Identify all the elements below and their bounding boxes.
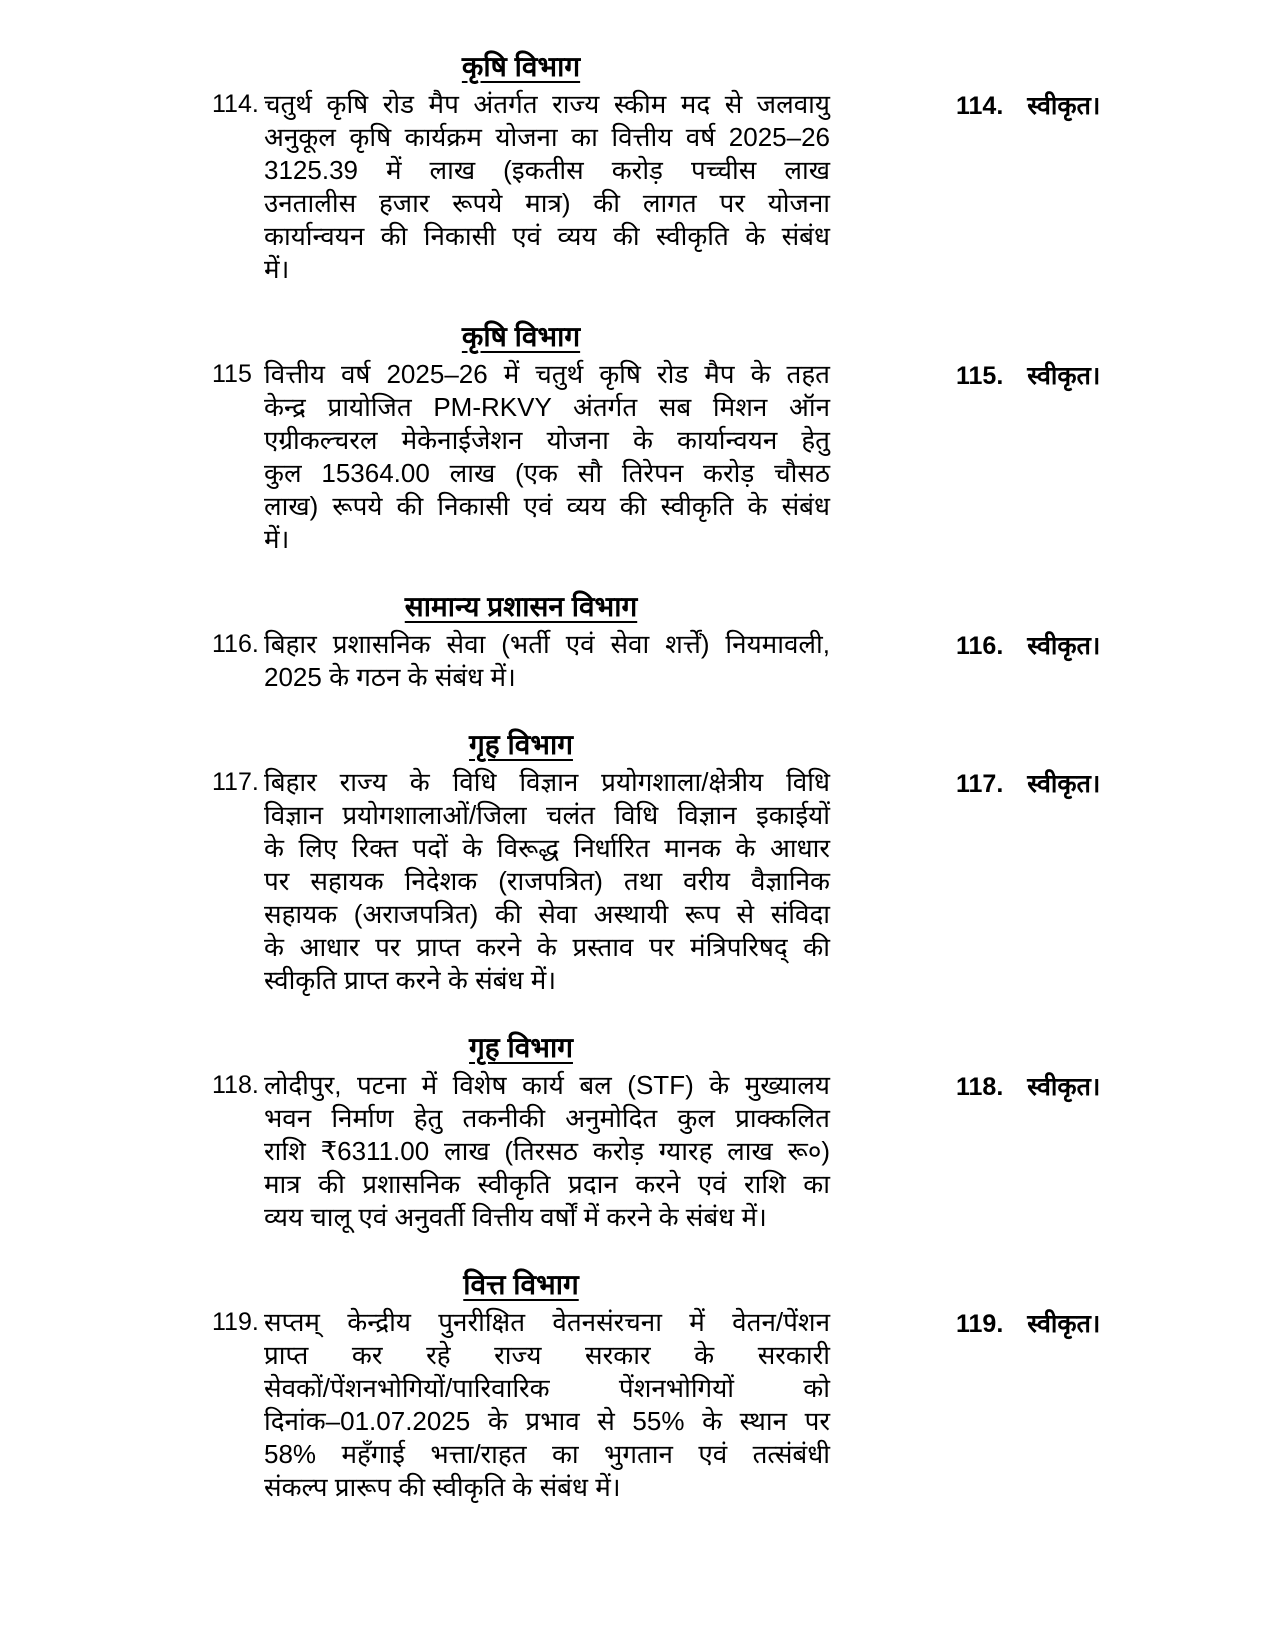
item-number: 118.: [212, 1071, 259, 1099]
item-text-line: कार्यान्वयन की निकासी एवं व्यय की स्वीकृति के संबंध: [264, 221, 830, 251]
decision-column: [956, 50, 1100, 123]
item-text-line: के लिए रिक्त पदों के विरूद्ध निर्धारित मानक के आधार: [264, 833, 830, 863]
item-text-line: में।: [264, 524, 290, 554]
decision-status: स्वीकृत।: [1027, 1310, 1101, 1338]
item-text-line: सहायक (अराजपत्रित) की सेवा अस्थायी रूप से संविदा: [264, 899, 830, 929]
agenda-left-column: [212, 50, 830, 286]
department-heading-text: गृह विभाग: [469, 729, 573, 760]
item-text-line: 2025 के गठन के संबंध में।: [264, 662, 516, 692]
item-text: [264, 628, 830, 694]
item-text-line: अनुकूल कृषि कार्यक्रम योजना का वित्तीय वर्ष 2025–26: [264, 122, 830, 152]
page-content: [212, 50, 1172, 1538]
item-number: 116.: [212, 630, 259, 658]
department-heading-text: कृषि विभाग: [461, 321, 581, 352]
decision-status: स्वीकृत।: [1027, 1073, 1101, 1101]
item-text-line: राशि ₹6311.00 लाख (तिरसठ करोड़ ग्यारह लाख रू०): [264, 1136, 830, 1166]
item-text-line: बिहार राज्य के विधि विज्ञान प्रयोगशाला/क्षेत्रीय विधि: [264, 767, 830, 797]
agenda-left-column: [212, 320, 830, 556]
decision-column: [956, 320, 1100, 393]
item-text-line: 58% महँगाई भत्ता/राहत का भुगतान एवं तत्संबंधी: [264, 1439, 830, 1469]
item-text-line: संकल्प प्रारूप की स्वीकृति के संबंध में।: [264, 1472, 621, 1502]
department-heading: [212, 320, 830, 354]
item-number: 119.: [212, 1308, 259, 1336]
decision-column: [956, 1031, 1100, 1104]
agenda-section-114: [212, 50, 1172, 286]
item-text: [264, 358, 830, 556]
agenda-section-115: [212, 320, 1172, 556]
department-heading-text: गृह विभाग: [469, 1032, 573, 1063]
department-heading: [212, 50, 830, 84]
item-text-line: चतुर्थ कृषि रोड मैप अंतर्गत राज्य स्कीम मद से जलवायु: [264, 89, 830, 119]
item-text-line: लाख) रूपये की निकासी एवं व्यय की स्वीकृति के संबंध: [264, 491, 830, 521]
decision-status: स्वीकृत।: [1027, 632, 1101, 660]
agenda-section-116: [212, 590, 1172, 694]
department-heading: [212, 728, 830, 762]
agenda-left-column: [212, 1031, 830, 1234]
item-text-line: एग्रीकल्चरल मेकेनाईजेशन योजना के कार्यान्वयन हेतु: [264, 425, 830, 455]
decision-number: 115.: [956, 362, 1004, 390]
agenda-left-column: [212, 1268, 830, 1504]
item-text: [264, 1306, 830, 1504]
decision-number: 117.: [956, 770, 1004, 798]
decision-status: स्वीकृत।: [1027, 770, 1101, 798]
item-text-line: मात्र की प्रशासनिक स्वीकृति प्रदान करने एवं राशि का: [264, 1169, 830, 1199]
decision-status: स्वीकृत।: [1027, 92, 1101, 120]
item-text-line: पर सहायक निदेशक (राजपत्रित) तथा वरीय वैज्ञानिक: [264, 866, 830, 896]
item-text: [264, 766, 830, 997]
item-text-line: 3125.39 में लाख (इकतीस करोड़ पच्चीस लाख: [264, 155, 830, 185]
agenda-section-118: [212, 1031, 1172, 1234]
agenda-section-117: [212, 728, 1172, 997]
department-heading: [212, 1268, 830, 1302]
item-text-line: भवन निर्माण हेतु तकनीकी अनुमोदित कुल प्राक्कलित: [264, 1103, 830, 1133]
agenda-item: [212, 1306, 830, 1504]
agenda-item: [212, 1069, 830, 1234]
agenda-left-column: [212, 728, 830, 997]
agenda-item: [212, 358, 830, 556]
department-heading-text: सामान्य प्रशासन विभाग: [404, 591, 638, 622]
item-text-line: विज्ञान प्रयोगशालाओं/जिला चलंत विधि विज्ञान इकाईयों: [264, 800, 830, 830]
department-heading-text: कृषि विभाग: [461, 51, 581, 82]
item-text-line: सेवकों/पेंशनभोगियों/पारिवारिक पेंशनभोगियों को: [264, 1373, 830, 1403]
item-number: 114.: [212, 90, 259, 118]
department-heading: [212, 1031, 830, 1065]
decision-column: [956, 728, 1100, 801]
agenda-item: [212, 628, 830, 694]
decision-column: [956, 590, 1100, 663]
decision-number: 118.: [956, 1073, 1004, 1101]
item-text-line: में।: [264, 254, 290, 284]
item-text-line: उनतालीस हजार रूपये मात्र) की लागत पर योजना: [264, 188, 830, 218]
agenda-left-column: [212, 590, 830, 694]
item-text-line: स्वीकृति प्राप्त करने के संबंध में।: [264, 965, 557, 995]
item-text-line: के आधार पर प्राप्त करने के प्रस्ताव पर मंत्रिपरिषद् की: [264, 932, 830, 962]
department-heading-text: वित्त विभाग: [463, 1269, 579, 1300]
agenda-section-119: [212, 1268, 1172, 1504]
item-text: [264, 88, 830, 286]
item-text-line: केन्द्र प्रायोजित PM-RKVY अंतर्गत सब मिशन ऑन: [264, 392, 830, 422]
item-text-line: कुल 15364.00 लाख (एक सौ तिरेपन करोड़ चौसठ: [264, 458, 830, 488]
item-text-line: दिनांक–01.07.2025 के प्रभाव से 55% के स्थान पर: [264, 1406, 830, 1436]
item-text-line: सप्तम् केन्द्रीय पुनरीक्षित वेतनसंरचना में वेतन/पेंशन: [264, 1307, 830, 1337]
item-text-line: वित्तीय वर्ष 2025–26 में चतुर्थ कृषि रोड मैप के तहत: [264, 359, 830, 389]
decision-column: [956, 1268, 1100, 1341]
item-number: 115: [212, 360, 252, 388]
item-number: 117.: [212, 768, 259, 796]
decision-number: 116.: [956, 632, 1004, 660]
agenda-item: [212, 766, 830, 997]
item-text-line: लोदीपुर, पटना में विशेष कार्य बल (STF) के मुख्यालय: [264, 1070, 830, 1100]
decision-number: 114.: [956, 92, 1004, 120]
department-heading: [212, 590, 830, 624]
decision-status: स्वीकृत।: [1027, 362, 1101, 390]
item-text-line: व्यय चालू एवं अनुवर्ती वित्तीय वर्षों में करने के संबंध में।: [264, 1202, 767, 1232]
item-text-line: प्राप्त कर रहे राज्य सरकार के सरकारी: [264, 1340, 830, 1370]
decision-number: 119.: [956, 1310, 1004, 1338]
item-text: [264, 1069, 830, 1234]
agenda-item: [212, 88, 830, 286]
item-text-line: बिहार प्रशासनिक सेवा (भर्ती एवं सेवा शर्त्तें) नियमावली,: [264, 629, 830, 659]
